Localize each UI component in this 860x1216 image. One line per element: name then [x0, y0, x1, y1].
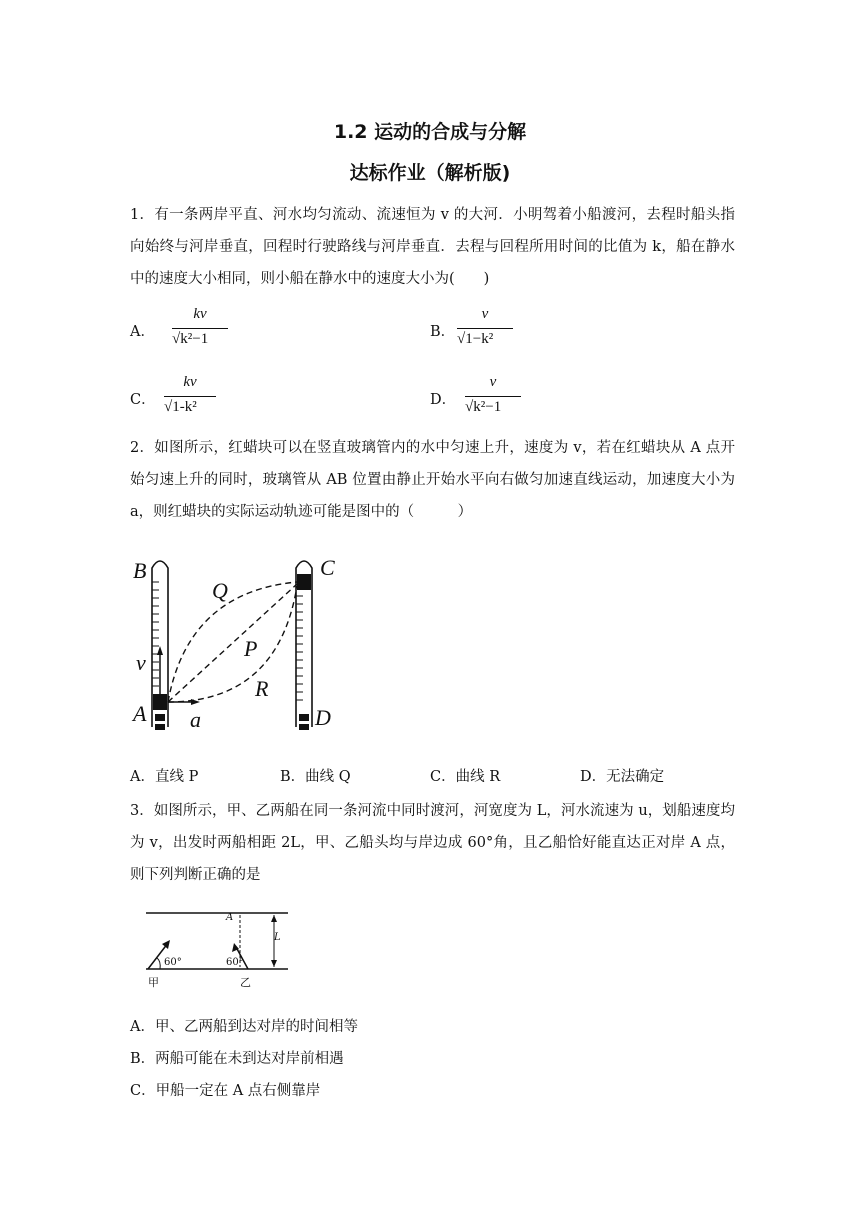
question-1-text: 1．有一条两岸平直、河水均匀流动、流速恒为 v 的大河．小明驾着小船渡河，去程时船头指向始终与河岸垂直，回程时行驶路线与河岸垂直．去程与回程所用时间的比值为 k，船在静水中的速度大小相同，则小船在静水中的速度大小为( ) [130, 207, 735, 287]
fraction-bar [457, 328, 513, 329]
q1-option-a-numerator: kv [193, 306, 207, 322]
q3-angle-jia: 60° [164, 957, 182, 968]
q2-label-d: D [315, 705, 331, 730]
q3-label-a-point: A [226, 912, 234, 923]
question-2-text: 2．如图所示，红蜡块可以在竖直玻璃管内的水中匀速上升，速度为 v，若在红蜡块从 A 点开始匀速上升的同时，玻璃管从 AB 位置由静止开始水平向右做匀加速直线运动，加速度大小为 a，则红蜡块的实际运动轨迹可能是图中的（ ） [130, 440, 735, 520]
q2-label-c: C [320, 555, 335, 580]
fraction-bar [172, 328, 228, 329]
q2-label-b: B [133, 558, 147, 583]
q1-option-c-label: C． [130, 392, 156, 408]
q1-option-b-denominator: √1−k² [457, 331, 494, 347]
q3-option-c: C．甲船一定在 A 点右侧靠岸 [130, 1083, 321, 1099]
page-title: 1.2 运动的合成与分解 [333, 121, 527, 143]
fraction-bar [164, 396, 216, 397]
q2-option-a: A．直线 P [130, 769, 199, 785]
q1-option-b-label: B． [430, 324, 456, 340]
q2-label-p: P [244, 636, 258, 661]
q1-option-d-denominator: √k²−1 [465, 399, 502, 415]
q2-label-r: R [255, 676, 269, 701]
q1-option-d-formula [465, 374, 521, 422]
q2-label-q: Q [212, 578, 228, 603]
q2-option-c: C．曲线 R [430, 769, 501, 785]
q1-option-a-denominator: √k²−1 [172, 331, 209, 347]
q2-label-acceleration: a [190, 707, 201, 732]
q2-label-a-point: A [133, 701, 147, 726]
page-subtitle: 达标作业（解析版) [349, 162, 511, 184]
q2-option-b: B．曲线 Q [280, 769, 351, 785]
q3-option-a: A．甲、乙两船到达对岸的时间相等 [130, 1019, 358, 1035]
q3-label-l: L [274, 932, 281, 943]
q3-option-b: B．两船可能在未到达对岸前相遇 [130, 1051, 344, 1067]
q1-option-c-denominator: √1-k² [164, 399, 197, 415]
q1-option-c-formula [164, 374, 216, 422]
question-3-text: 3．如图所示，甲、乙两船在同一条河流中同时渡河，河宽度为 L，河水流速为 u，划船速度均为 v，出发时两船相距 2L，甲、乙船头均与岸边成 60°角，且乙船恰好能直达正对岸 A 点，则下列判断正确的是 [130, 803, 735, 883]
fraction-bar [465, 396, 521, 397]
q1-option-c-numerator: kv [183, 374, 197, 390]
q2-option-d: D．无法确定 [580, 769, 665, 785]
q3-angle-yi: 60° [226, 957, 244, 968]
q3-label-yi: 乙 [240, 976, 251, 989]
q2-label-v: v [136, 650, 146, 675]
q1-option-b-numerator: v [481, 306, 489, 322]
q1-option-d-numerator: v [489, 374, 497, 390]
q1-option-d-label: D． [430, 392, 457, 408]
q3-label-jia: 甲 [148, 976, 159, 989]
q1-option-b-formula [457, 306, 513, 354]
q1-option-a-label: A． [130, 324, 155, 340]
q1-option-a-formula [172, 306, 228, 354]
